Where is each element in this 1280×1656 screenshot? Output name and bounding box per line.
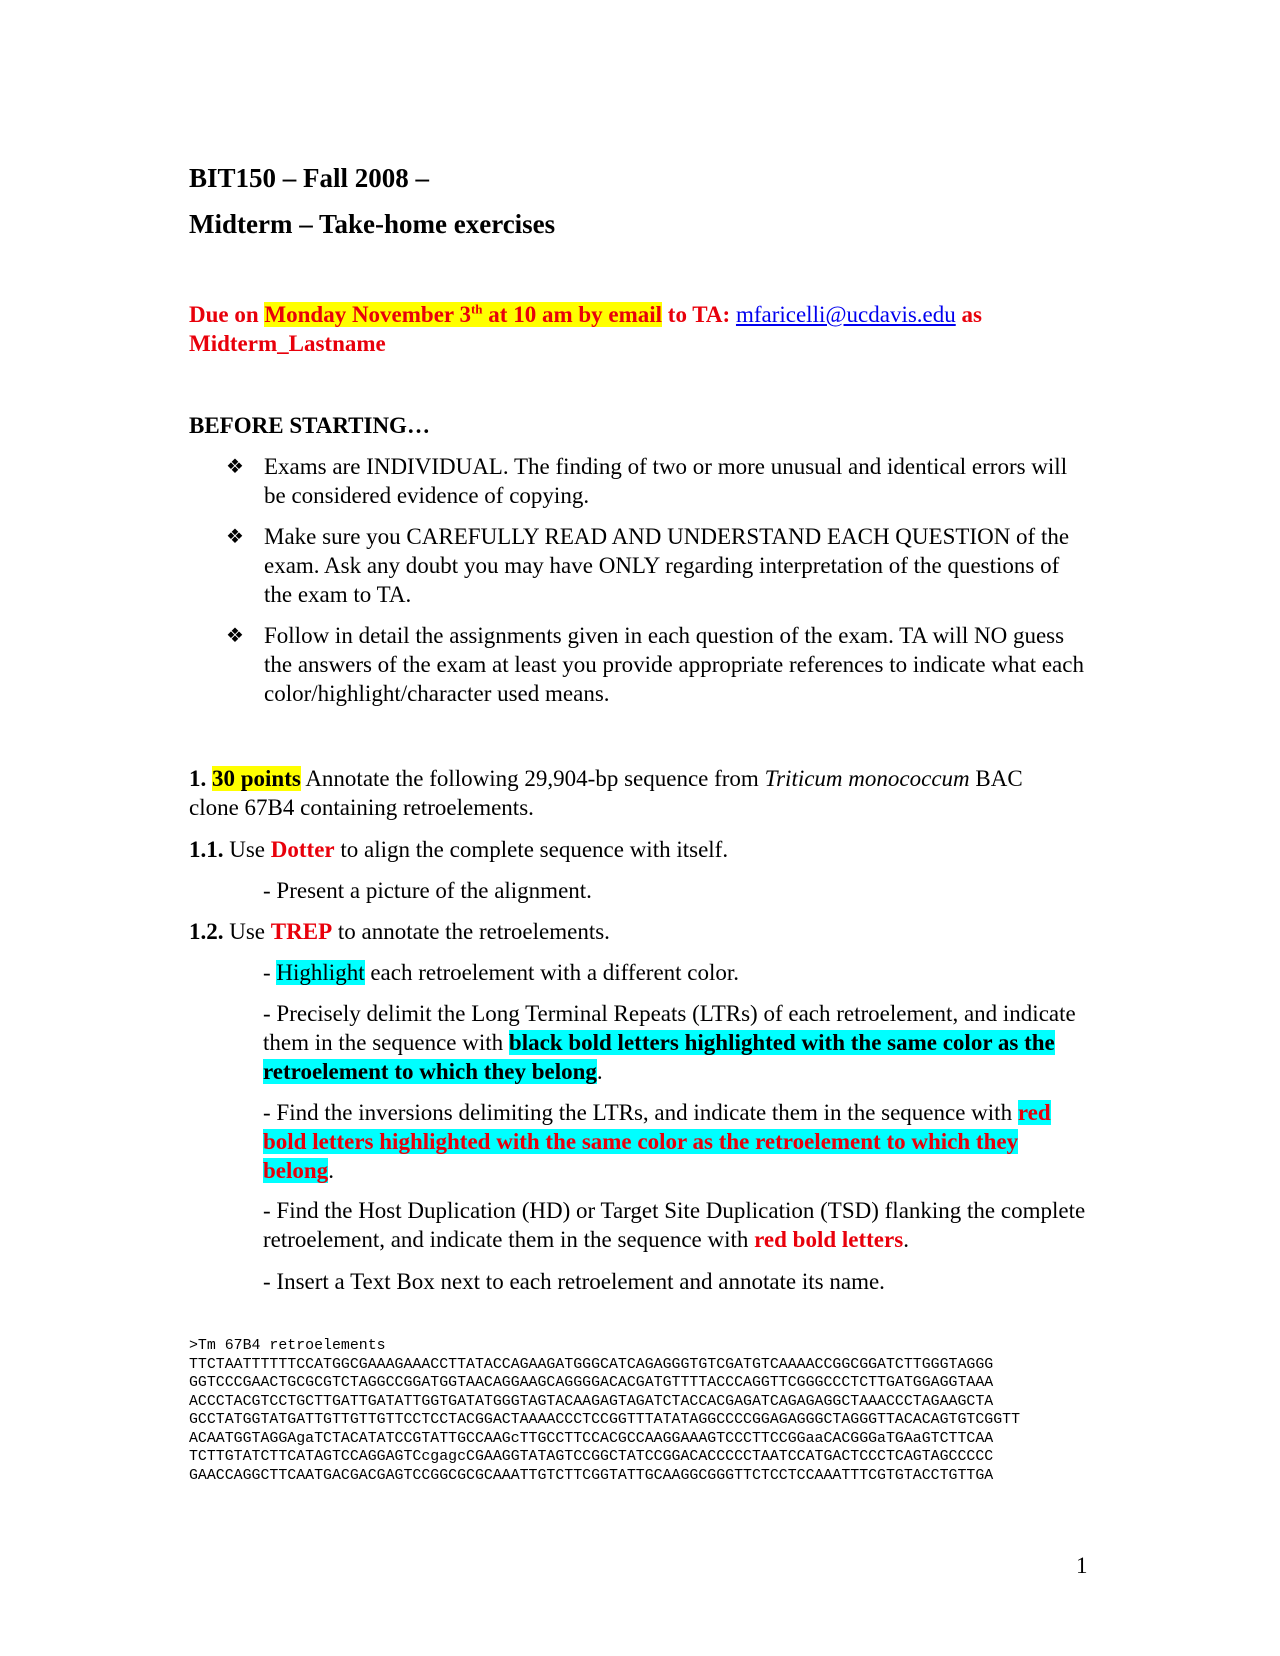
tool-dotter: Dotter	[270, 837, 335, 862]
sequence-block	[189, 1337, 1020, 1485]
task-item	[263, 999, 1093, 1086]
due-time: at 10 am by email	[482, 302, 663, 327]
sequence-line: ACCCTACGTCCTGCTTGATTGATATTGGTGATATGGGTAGTACAAGAGTAGATCTACCACGAGATCAGAGAGGCTAAACCCTAGAAGCTA	[189, 1393, 994, 1410]
task-item: - Present a picture of the alignment.	[263, 878, 592, 903]
question-text: Annotate the following 29,904-bp sequence from	[300, 766, 765, 791]
question-1	[189, 764, 1069, 822]
task-text: - Precisely delimit the Long Terminal Repeats (LTRs) of each retroelement, and indicate them in the sequence with	[263, 1001, 1076, 1055]
use-label: Use	[223, 919, 271, 944]
instruction-text: Make sure you CAREFULLY READ AND UNDERSTAND EACH QUESTION of the exam. Ask any doubt you may have ONLY regarding interpretation of the questions of the exam to TA.	[264, 524, 1070, 607]
page-number: 1	[1076, 1553, 1088, 1578]
task-text: - Find the inversions delimiting the LTRs, and indicate them in the sequence with	[263, 1100, 1018, 1125]
diamond-bullet-icon: ❖	[226, 454, 244, 478]
sequence-line: GAACCAGGCTTCAATGACGACGAGTCCGGCGCGCAAATTGTCTTCGGTATTGCAAGGCGGGTTCTCCTCCAAATTTCGTGTACCTGTTGA	[189, 1467, 994, 1484]
task-end: .	[596, 1059, 603, 1084]
task-item	[263, 1098, 1093, 1185]
tool-trep: TREP	[270, 919, 333, 944]
task-dash: -	[263, 960, 277, 985]
question-1-1	[189, 835, 728, 864]
task-text: - Find the Host Duplication (HD) or Target Site Duplication (TSD) flanking the complete retroelement, and indicate them in the sequence with	[263, 1198, 1086, 1252]
task-item: - Insert a Text Box next to each retroelement and annotate its name.	[263, 1269, 885, 1294]
ltr-format-instruction: black bold letters highlighted with the same color as the retroelement to which they belong	[263, 1030, 1055, 1084]
sequence-line: ACAATGGTAGGAgaTCTACATATCCGTATTGCCAAGcTTGCCTTCCACGCCAAGGAAAGTCCCTTCCGGaaCACGGGaTGAaGTCTTCAA	[189, 1430, 994, 1447]
diamond-bullet-icon: ❖	[226, 524, 244, 548]
before-starting-heading: BEFORE STARTING…	[189, 413, 430, 438]
task-end: .	[903, 1227, 909, 1252]
sequence-line: TTCTAATTTTTTCCATGGCGAAAGAAACCTTATACCAGAAGATGGGCATCAGAGGGTGTCGATGTCAAAACCGGCGGATCTTGGGTAGGG	[189, 1356, 994, 1373]
instruction-text: Follow in detail the assignments given in each question of the exam. TA will NO guess the answers of the exam at least you provide appropriate references to indicate what each color/highlight/character used means.	[264, 623, 1084, 706]
subquestion-number: 1.2.	[189, 919, 224, 944]
due-notice	[189, 300, 1089, 358]
task-end: .	[328, 1158, 334, 1183]
due-date-highlight	[264, 302, 662, 327]
instruction-text: Exams are INDIVIDUAL. The finding of two or more unusual and identical errors will be considered evidence of copying.	[264, 454, 1068, 508]
sequence-line: GGTCCCGAACTGCGCGTCTAGGCCGGATGGTAACAGGAAGCAGGGGACACGATGTTTTACCCAGGTTCGGGCCCTCTTGATGGAGGTAAA	[189, 1375, 994, 1391]
sequence-line: TCTTGTATCTTCATAGTCCAGGAGTCcgagcCGAAGGTATAGTCCGGCTATCCGGACACCCCCTAATCCATGACTCCCTCAGTAGCCCCC	[189, 1449, 994, 1465]
highlight-word: Highlight	[276, 960, 365, 985]
task-text: each retroelement with a different color.	[364, 960, 740, 985]
instruction-bullet	[226, 621, 1086, 708]
sequence-line: GCCTATGGTATGATTGTTGTTGTTCCTCCTACGGACTAAAACCCTCCGGTTTATATAGGCCCCGGAGAGGGCTAGGGTTACACAGTGTCGGTT	[189, 1412, 1021, 1428]
question-text-end: BAC clone 67B4 containing retroelements.	[189, 766, 1023, 820]
subquestion-number: 1.1.	[189, 837, 224, 862]
tsd-format-instruction: red bold letters	[754, 1227, 904, 1252]
due-to-ta: to TA:	[662, 302, 736, 327]
diamond-bullet-icon: ❖	[226, 623, 244, 647]
instruction-bullet	[226, 452, 1086, 510]
course-title: BIT150 – Fall 2008 –	[189, 163, 430, 193]
sequence-header: >Tm 67B4 retroelements	[189, 1338, 386, 1354]
species-name: Triticum monococcum	[764, 766, 970, 791]
subquestion-text: to annotate the retroelements.	[332, 919, 610, 944]
question-number: 1.	[189, 766, 207, 791]
exam-title: Midterm – Take-home exercises	[189, 209, 556, 239]
due-prefix: Due on	[189, 302, 265, 327]
task-item	[263, 958, 739, 987]
question-1-2	[189, 917, 610, 946]
inversion-format-instruction: red bold letters highlighted with the same color as the retroelement to which they belong	[263, 1100, 1051, 1183]
due-date: Monday November 3	[264, 302, 471, 327]
points-badge: 30 points	[212, 766, 301, 791]
ta-email-link[interactable]: mfaricelli@ucdavis.edu	[735, 302, 956, 327]
due-as: as	[955, 302, 982, 327]
task-item	[263, 1196, 1093, 1254]
instruction-bullet	[226, 522, 1086, 609]
due-filename: Midterm_Lastname	[189, 331, 386, 356]
subquestion-text: to align the complete sequence with itself.	[334, 837, 729, 862]
due-date-suffix: th	[470, 301, 483, 317]
use-label: Use	[223, 837, 271, 862]
